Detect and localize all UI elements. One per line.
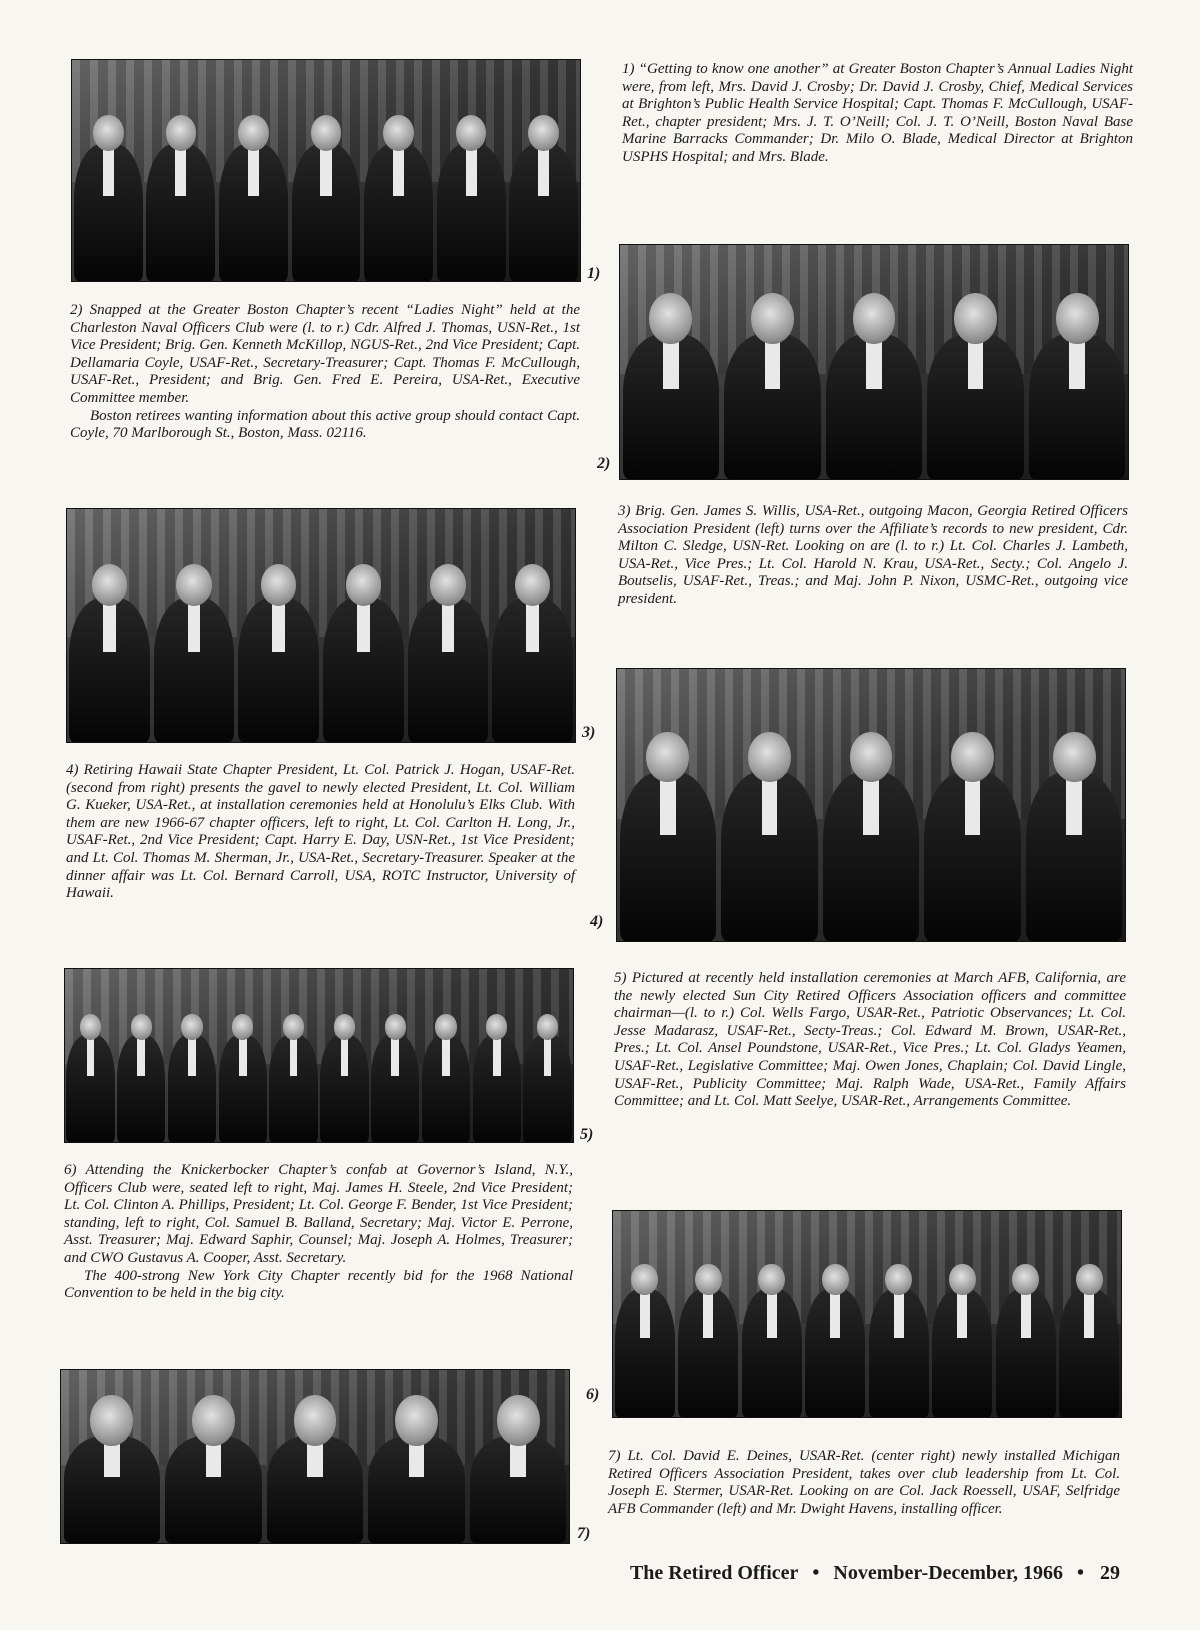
photo-figure-head	[92, 564, 128, 606]
photo-figure-shirt	[660, 776, 675, 835]
issue-date: November-December, 1966	[833, 1562, 1063, 1584]
photo-4	[616, 668, 1126, 942]
photo-figure-head	[430, 564, 466, 606]
photo-figure-head	[192, 1395, 235, 1445]
photo-figure-shirt	[442, 602, 455, 653]
photo-figure-head	[93, 115, 123, 151]
photo-1	[71, 59, 581, 282]
photo-figure-head	[311, 115, 341, 151]
photo-5	[64, 968, 574, 1143]
caption-6-note: The 400-strong New York City Chapter recently bid for the 1968 National Convention to be held in the big city.	[64, 1267, 573, 1302]
photo-figure-shirt	[466, 148, 477, 196]
photo-figure-head	[497, 1395, 540, 1445]
photo-2	[619, 244, 1129, 480]
photo-number-4: 4)	[590, 913, 604, 930]
photo-figure-shirt	[188, 602, 201, 653]
photo-number-1: 1)	[587, 265, 601, 282]
photo-figure-shirt	[272, 602, 285, 653]
photo-figure-head	[383, 115, 413, 151]
photo-figure-head	[346, 564, 382, 606]
photo-figure-head	[238, 115, 268, 151]
photo-figure-head	[1076, 1264, 1103, 1295]
photo-figure-shirt	[703, 1293, 713, 1338]
photo-figure-shirt	[1069, 338, 1084, 389]
photo-figure-head	[80, 1014, 101, 1039]
photo-figure-shirt	[393, 148, 404, 196]
caption-5	[614, 970, 1126, 1111]
photo-3	[66, 508, 576, 743]
photo-figure-head	[166, 115, 196, 151]
caption-2	[70, 302, 580, 443]
photo-figure-shirt	[290, 1039, 298, 1077]
publication-title: The Retired Officer	[629, 1562, 799, 1584]
photo-figure-shirt	[968, 338, 983, 389]
photo-figure-head	[176, 564, 212, 606]
photo-figure-shirt	[1021, 1293, 1031, 1338]
photo-figure-head	[181, 1014, 202, 1039]
photo-figure-shirt	[866, 338, 881, 389]
photo-figure-head	[850, 732, 893, 782]
photo-figure-head	[949, 1264, 976, 1295]
photo-figure-head	[261, 564, 297, 606]
photo-figure-shirt	[103, 148, 114, 196]
photo-figure-shirt	[894, 1293, 904, 1338]
photo-number-6: 6)	[586, 1386, 600, 1403]
caption-3	[618, 503, 1128, 609]
photo-figure-shirt	[357, 602, 370, 653]
photo-figure-head	[232, 1014, 253, 1039]
caption-5-text: 5) Pictured at recently held installation ceremonies at March AFB, California, are the newly elected Sun City Retired Officers Association officers and committee chairman—(l. to r.) Col. Wells Fargo, USAR-Ret., Patriotic Observances; Lt. Col. Jesse Madarasz, USAF-Ret., Secty-Treas.; Col. Edward M. Brown, USAR-Ret., Pres.; Lt. Col. Ansel Poundstone, USAR-Ret., Vice Pres.; Lt. Col. Gladys Yeamen, USAF-Ret., Legislative Committee; Maj. Owen Jones, Chaplain; Col. David Lingle, USAF-Ret., Publicity Committee; Maj. Ralph Wade, USA-Ret., Family Affairs Committee; and Lt. Col. Matt Seelye, USAR-Ret., Arrangements Committee.	[614, 970, 1126, 1110]
photo-figure-head	[385, 1014, 406, 1039]
photo-figure-shirt	[863, 776, 878, 835]
page-footer	[630, 1562, 1120, 1585]
photo-figure-head	[1056, 293, 1099, 343]
photo-number-7: 7)	[577, 1525, 591, 1542]
caption-3-text: 3) Brig. Gen. James S. Willis, USA-Ret., outgoing Macon, Georgia Retired Officers Association President (left) turns over the Affiliate’s records to new president, Cdr. Milton C. Sledge, USN-Ret. Looking on are (l. to r.) Lt. Col. Charles J. Lambeth, USA-Ret., Vice Pres.; Lt. Col. Harold N. Krau, USA-Ret., Secty.; Col. Angelo J. Boutselis, USAF-Ret., Treas.; and Maj. John P. Nixon, USMC-Ret., outgoing vice president.	[618, 503, 1128, 607]
photo-figure-shirt	[1084, 1293, 1094, 1338]
caption-6-text: 6) Attending the Knickerbocker Chapter’s confab at Governor’s Island, N.Y., Officers Club were, seated left to right, Maj. James H. Steele, 2nd Vice President; Lt. Col. Clinton A. Phillips, President; Lt. Col. George F. Bender, 1st Vice President; standing, left to right, Col. Samuel B. Balland, Secretary; Maj. Victor E. Perrone, Asst. Treasurer; Maj. Edward Saphir, Counsel; Maj. Joseph A. Holmes, Treasurer; and CWO Gustavus A. Cooper, Asst. Secretary.	[64, 1162, 573, 1266]
photo-figure-shirt	[103, 602, 116, 653]
photo-figure-head	[131, 1014, 152, 1039]
photo-figure-head	[395, 1395, 438, 1445]
caption-4-text: 4) Retiring Hawaii State Chapter President, Lt. Col. Patrick J. Hogan, USAF-Ret. (second from right) presents the gavel to newly elected President, Lt. Col. William G. Kueker, USA-Ret., at installation ceremonies held at Honolulu’s Elks Club. With them are new 1966-67 chapter officers, left to right, Lt. Col. Carlton H. Long, Jr., USAF-Ret., 2nd Vice President; Capt. Harry E. Day, USN-Ret., 1st Vice President; and Lt. Col. Thomas M. Sherman, Jr., USA-Ret., Secretary-Treasurer. Speaker at the dinner affair was Lt. Col. Bernard Carroll, USA, ROTC Instructor, University of Hawaii.	[66, 762, 575, 902]
photo-figure-shirt	[830, 1293, 840, 1338]
photo-figure-head	[334, 1014, 355, 1039]
photo-7	[60, 1369, 570, 1544]
photo-figure-head	[283, 1014, 304, 1039]
caption-4	[66, 762, 575, 903]
photo-figure-shirt	[765, 338, 780, 389]
photo-figure-head	[748, 732, 791, 782]
photo-figure-head	[951, 732, 994, 782]
photo-6	[612, 1210, 1122, 1418]
caption-2-text: 2) Snapped at the Greater Boston Chapter’s recent “Ladies Night” held at the Charleston Naval Officers Club were (l. to r.) Cdr. Alfred J. Thomas, USN-Ret., 1st Vice President; Brig. Gen. Kenneth McKillop, NGUS-Ret., 2nd Vice President; Capt. Dellamaria Coyle, USAF-Ret., Secretary-Treasurer; Capt. Thomas F. McCullough, USAF-Ret., President; and Brig. Gen. Fred E. Pereira, USA-Ret., Executive Committee member.	[70, 302, 580, 406]
footer-separator: •	[812, 1562, 820, 1584]
photo-figure-shirt	[1066, 776, 1081, 835]
photo-figure-head	[822, 1264, 849, 1295]
photo-figure-shirt	[965, 776, 980, 835]
footer-separator-2: •	[1076, 1562, 1084, 1584]
photo-figure-shirt	[957, 1293, 967, 1338]
photo-figure-head	[456, 115, 486, 151]
photo-figure-shirt	[538, 148, 549, 196]
photo-figure-shirt	[767, 1293, 777, 1338]
photo-figure-head	[515, 564, 551, 606]
photo-figure-shirt	[442, 1039, 450, 1077]
photo-number-5: 5)	[580, 1126, 594, 1143]
page-number: 29	[1100, 1562, 1120, 1584]
caption-1	[622, 61, 1133, 167]
photo-figure-head	[1053, 732, 1096, 782]
photo-figure-head	[649, 293, 692, 343]
photo-figure-shirt	[493, 1039, 501, 1077]
photo-figure-shirt	[640, 1293, 650, 1338]
caption-7-text: 7) Lt. Col. David E. Deines, USAR-Ret. (center right) newly installed Michigan Retired Officers Association President, takes over club leadership from Lt. Col. Joseph E. Stermer, USAR-Ret. Looking on are Col. Jack Roessell, USAF, Selfridge AFB Commander (left) and Mr. Dwight Havens, installing officer.	[608, 1448, 1120, 1517]
caption-2-contact: Boston retirees wanting information about this active group should contact Capt. Coyle, 70 Marlborough St., Boston, Mass. 02116.	[70, 407, 580, 442]
photo-figure-shirt	[87, 1039, 95, 1077]
photo-figure-shirt	[320, 148, 331, 196]
caption-1-text: 1) “Getting to know one another” at Greater Boston Chapter’s Annual Ladies Night were, from left, Mrs. David J. Crosby; Dr. David J. Crosby, Chief, Medical Services at Brighton’s Public Health Service Hospital; Capt. Thomas F. McCullough, USAF-Ret., chapter president; Mrs. J. T. O’Neill; Col. J. T. O’Neill, Boston Naval Base Marine Barracks Commander; Dr. Milo O. Blade, Medical Director at Brighton USPHS Hospital; and Mrs. Blade.	[622, 61, 1133, 165]
photo-figure-head	[486, 1014, 507, 1039]
photo-figure-head	[853, 293, 896, 343]
photo-figure-head	[90, 1395, 133, 1445]
photo-figure-shirt	[248, 148, 259, 196]
photo-figure-head	[646, 732, 689, 782]
photo-figure-shirt	[391, 1039, 399, 1077]
photo-figure-shirt	[544, 1039, 552, 1077]
photo-number-2: 2)	[597, 455, 611, 472]
photo-figure-head	[954, 293, 997, 343]
photo-figure-shirt	[762, 776, 777, 835]
photo-figure-shirt	[175, 148, 186, 196]
photo-figure-shirt	[188, 1039, 196, 1077]
photo-figure-head	[537, 1014, 558, 1039]
photo-figure-head	[528, 115, 558, 151]
photo-figure-head	[435, 1014, 456, 1039]
photo-figure-shirt	[239, 1039, 247, 1077]
caption-6	[64, 1162, 573, 1303]
photo-figure-shirt	[663, 338, 678, 389]
photo-figure-shirt	[137, 1039, 145, 1077]
photo-figure-shirt	[341, 1039, 349, 1077]
caption-7	[608, 1448, 1120, 1518]
photo-figure-head	[695, 1264, 722, 1295]
photo-figure-head	[294, 1395, 337, 1445]
photo-figure-head	[751, 293, 794, 343]
photo-number-3: 3)	[582, 724, 596, 741]
photo-figure-shirt	[526, 602, 539, 653]
